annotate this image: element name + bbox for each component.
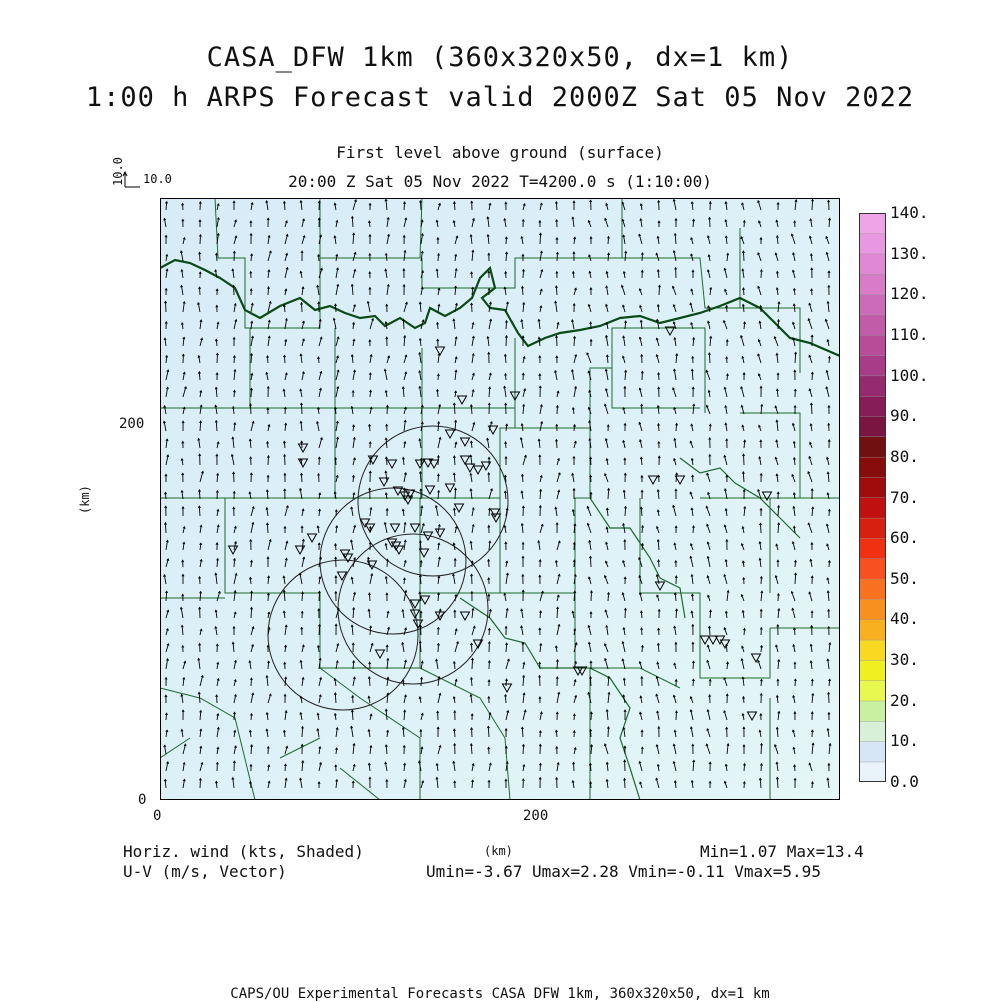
colorbar-label: 30. [890,650,919,669]
wind-vector [829,693,830,704]
colorbar-swatch [859,558,886,579]
wind-vector [557,336,558,346]
colorbar-swatch [859,538,886,559]
wind-vector [302,727,303,738]
x-tick-200: 200 [523,808,548,824]
colorbar-label: 20. [890,691,919,710]
colorbar-swatch [859,680,886,701]
wind-vector [744,454,745,465]
colorbar-swatch [859,701,886,722]
colorbar-swatch [859,416,886,437]
colorbar-label: 10. [890,731,919,750]
wind-vector [829,200,830,210]
wind-vector [234,472,235,482]
wind-vector [472,658,473,669]
y-axis-unit: (km) [78,485,92,514]
reference-vector-rotated-label: 10.0 [111,157,125,186]
colorbar-swatch [859,437,886,458]
wind-vector [200,235,201,244]
colorbar-labels [890,206,950,796]
wind-vector [455,488,456,499]
y-tick-200: 200 [119,416,144,432]
wind-vector [285,455,286,465]
colorbar-swatch [859,274,886,295]
wind-vector [625,778,626,788]
colorbar-label: 110. [890,325,929,344]
colorbar-label: 90. [890,406,919,425]
colorbar-swatch [859,294,886,315]
colorbar-label: 130. [890,244,929,263]
colorbar-swatch [859,741,886,762]
wind-vector [540,233,541,244]
colorbar-label: 0.0 [890,772,919,791]
colorbar-swatch [859,335,886,356]
uv-stats: Umin=-3.67 Umax=2.28 Vmin=-0.11 Vmax=5.95 [426,862,821,881]
field-description: Horiz. wind (kts, Shaded) [123,842,364,861]
wind-vector [608,727,609,737]
min-max-stats: Min=1.07 Max=13.4 [700,842,864,861]
credit-line: CAPS/OU Experimental Forecasts CASA DFW 1km, 360x320x50, dx=1 km [0,986,1000,1002]
wind-vector [472,574,473,584]
vector-description: U-V (m/s, Vector) [123,862,287,881]
colorbar-label: 100. [890,366,929,385]
wind-vector [200,779,201,789]
colorbar-label: 120. [890,284,929,303]
wind-vector [251,607,252,618]
valid-time-label: 20:00 Z Sat 05 Nov 2022 T=4200.0 s (1:10:00) [0,172,1000,191]
reference-vector-icon [122,170,144,190]
x-axis-unit: (km) [484,844,513,858]
wind-vector [420,201,421,210]
colorbar-swatch [859,660,886,681]
colorbar [859,213,886,782]
wind-vector [506,336,507,346]
wind-vector [540,676,541,687]
wind-vector [761,744,762,755]
colorbar-swatch [859,213,886,234]
wind-vector [812,199,813,210]
colorbar-swatch [859,233,886,254]
y-tick-0: 0 [138,792,146,808]
colorbar-swatch [859,355,886,376]
colorbar-label: 140. [890,203,929,222]
map-title: CASA_DFW 1km (360x320x50, dx=1 km) [0,42,1000,73]
wind-vector [217,353,218,363]
reference-vector-label: 10.0 [143,172,172,186]
colorbar-swatch [859,518,886,539]
colorbar-swatch [859,457,886,478]
wind-vector [676,711,677,720]
colorbar-swatch [859,315,886,336]
wind-vector [165,523,166,533]
colorbar-swatch [859,396,886,417]
colorbar-label: 60. [890,528,919,547]
colorbar-swatch [859,619,886,640]
colorbar-swatch [859,254,886,275]
colorbar-swatch [859,477,886,498]
colorbar-label: 50. [890,569,919,588]
wind-vector [166,301,167,312]
wind-vector [301,403,302,414]
colorbar-swatch [859,579,886,600]
wind-map-plot [160,198,840,800]
wind-vector [472,303,473,312]
wind-vector [761,523,762,533]
wind-vector [625,608,626,618]
colorbar-label: 80. [890,447,919,466]
wind-vector [319,591,320,601]
colorbar-swatch [859,762,886,782]
x-tick-0: 0 [153,808,161,824]
colorbar-swatch [859,376,886,397]
colorbar-swatch [859,599,886,620]
colorbar-swatch [859,721,886,742]
wind-vector [250,404,251,414]
colorbar-swatch [859,498,886,519]
wind-vector [710,217,711,227]
colorbar-label: 40. [890,609,919,628]
wind-vector [591,591,592,601]
wind-vector [421,625,422,635]
level-label: First level above ground (surface) [0,143,1000,162]
colorbar-label: 70. [890,488,919,507]
wind-vector [590,556,591,567]
colorbar-swatch [859,640,886,661]
map-subtitle: 1:00 h ARPS Forecast valid 2000Z Sat 05 Nov 2022 [0,82,1000,113]
